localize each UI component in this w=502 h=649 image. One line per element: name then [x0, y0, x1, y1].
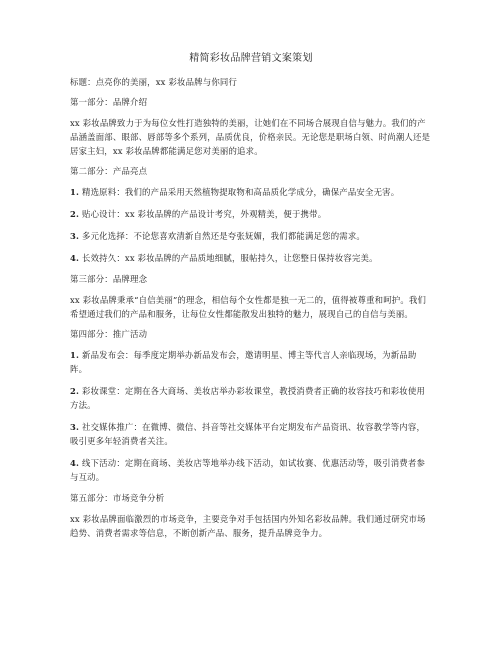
list-item-number: 4. — [70, 458, 80, 468]
list-item-number: 1. — [70, 187, 80, 197]
section-heading-3: 第三部分：品牌理念 — [70, 274, 148, 284]
list-item — [70, 207, 432, 221]
section-heading-4: 第四部分：推广活动 — [70, 329, 148, 339]
document-title: 精简彩妆品牌营销文案策划 — [189, 53, 313, 64]
section-body-5: xx 彩妆品牌面临激烈的市场竞争，主要竞争对手包括国内外知名彩妆品牌。我们通过研究市场趋势、消费者需求等信息，不断创新产品、服务，提升品牌竞争力。 — [70, 514, 426, 538]
list-item — [70, 251, 432, 265]
list-item — [70, 384, 432, 412]
list-item-text: 线下活动：定期在商场、美妆店等地举办线下活动，如试妆赛、优惠活动等，吸引消费者参与互动。 — [70, 458, 426, 482]
list-item-text: 长效持久：xx 彩妆品牌的产品质地细腻，服帖持久，让您整日保持妆容完美。 — [82, 253, 378, 263]
list-item — [70, 229, 432, 243]
section-heading-1: 第一部分：品牌介绍 — [70, 97, 148, 107]
list-item — [70, 456, 432, 484]
list-item — [70, 420, 432, 448]
section-body-1: xx 彩妆品牌致力于为每位女性打造独特的美丽，让她们在不同场合展现自信与魅力。我们的产品涵盖面部、眼部、唇部等多个系列，品质优良，价格亲民。无论您是职场白领、时尚潮人还是居家主妇，xx 彩妆品牌都能满足您对美丽的追求。 — [70, 118, 431, 156]
list-item-number: 3. — [70, 422, 80, 432]
list-item-number: 4. — [70, 253, 80, 263]
list-item-text: 多元化选择：不论您喜欢清新自然还是夸张妩媚，我们都能满足您的需求。 — [82, 231, 366, 241]
list-item — [70, 348, 432, 376]
list-item-text: 社交媒体推广：在微博、微信、抖音等社交媒体平台定期发布产品资讯、妆容教学等内容，吸引更多年轻消费者关注。 — [70, 422, 426, 446]
headline: 标题：点亮你的美丽，xx 彩妆品牌与你同行 — [70, 77, 238, 87]
list-item-number: 1. — [70, 350, 80, 360]
section-heading-2: 第二部分：产品亮点 — [70, 166, 148, 176]
list-item-text: 精选原料：我们的产品采用天然植物提取物和高品质化学成分，确保产品安全无害。 — [82, 187, 400, 197]
section-body-3: xx 彩妆品牌秉承“自信美丽”的理念，相信每个女性都是独一无二的，值得被尊重和呵护。我们希望通过我们的产品和服务，让每位女性都能散发出独特的魅力，展现自己的自信与美丽。 — [70, 295, 427, 319]
list-item-number: 2. — [70, 386, 80, 396]
list-item — [70, 185, 432, 199]
section-heading-5: 第五部分：市场竞争分析 — [70, 493, 165, 503]
list-item-text: 贴心设计：xx 彩妆品牌的产品设计考究，外观精美，便于携带。 — [82, 209, 327, 219]
list-item-number: 2. — [70, 209, 80, 219]
list-item-text: 新品发布会：每季度定期举办新品发布会，邀请明星、博主等代言人亲临现场，为新品助阵。 — [70, 350, 417, 374]
list-item-number: 3. — [70, 231, 80, 241]
list-item-text: 彩妆课堂：定期在各大商场、美妆店举办彩妆课堂，教授消费者正确的妆容技巧和彩妆使用方法。 — [70, 386, 426, 410]
